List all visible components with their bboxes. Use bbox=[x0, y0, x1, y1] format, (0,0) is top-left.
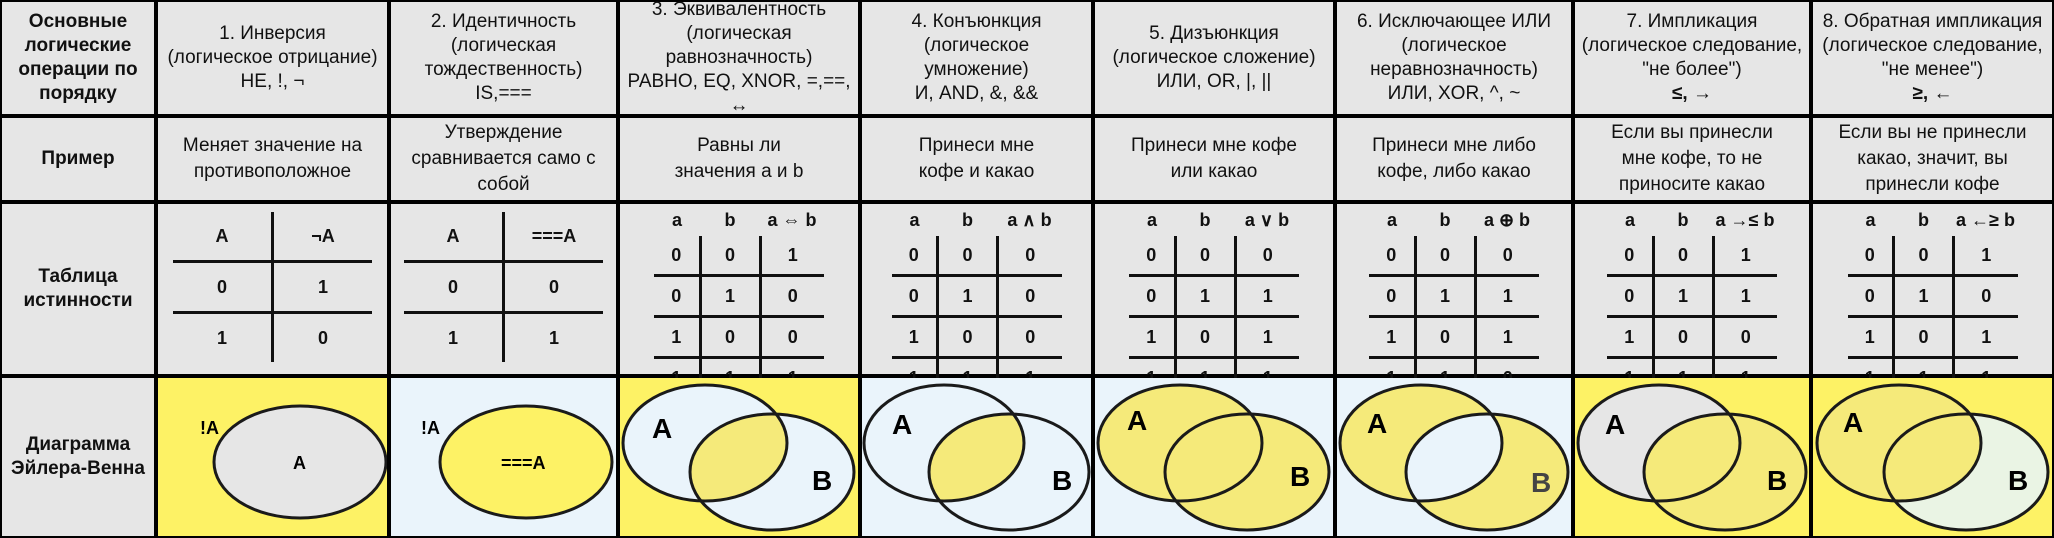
venn-svg bbox=[1095, 378, 1333, 536]
example-line: или какао bbox=[1170, 161, 1258, 182]
truth-table-3 bbox=[620, 204, 858, 374]
table-head: a ←≥ b bbox=[1956, 209, 2015, 230]
table-cell: 0 bbox=[700, 236, 760, 276]
truth-table-2 bbox=[391, 204, 616, 374]
table-head: a ⇔ b bbox=[767, 209, 817, 230]
op-subtitle: (логическое следование, bbox=[1581, 35, 1803, 56]
table-cell: 1 bbox=[548, 327, 559, 348]
example-line: приносите какао bbox=[1618, 174, 1766, 195]
table-cell: 0 bbox=[1415, 236, 1475, 276]
venn-xor bbox=[1337, 378, 1571, 536]
truth-table-6 bbox=[1337, 204, 1571, 374]
table-head: ===A bbox=[504, 212, 604, 262]
truth-table-7 bbox=[1575, 204, 1809, 374]
example-line: Принеси мне кофе bbox=[1131, 135, 1297, 156]
table-cell: 0 bbox=[1369, 276, 1415, 317]
table-head: a ⊕ b bbox=[1483, 209, 1531, 230]
op-subtitle: (логическое сложение) bbox=[1112, 47, 1316, 68]
op-header-1 bbox=[158, 2, 387, 114]
table-cell: 0 bbox=[998, 276, 1062, 317]
example-3 bbox=[620, 118, 858, 200]
set-a-label: A bbox=[1843, 407, 1864, 438]
op-symbols: РАВНО, EQ, XNOR, =,==, ↔ bbox=[627, 71, 851, 116]
example-line: значения а и b bbox=[674, 161, 804, 182]
row-header-truth bbox=[2, 204, 154, 374]
row-header-ops bbox=[2, 2, 154, 114]
table-cell: 1 bbox=[1369, 317, 1415, 358]
venn-equivalence bbox=[620, 378, 858, 536]
table-cell: 1 bbox=[1235, 317, 1299, 358]
complement-label: !A bbox=[421, 418, 440, 438]
op-subtitle: (логическое следование, bbox=[1822, 35, 2043, 56]
truth-table-grid bbox=[892, 204, 1062, 397]
op-title: 8. Обратная импликация bbox=[1822, 11, 2043, 32]
table-head: b bbox=[1439, 209, 1451, 230]
table-cell: 0 bbox=[1653, 317, 1713, 358]
table-cell: 1 bbox=[1415, 276, 1475, 317]
op-subtitle: (логическое bbox=[1401, 35, 1507, 56]
table-cell: 0 bbox=[1175, 236, 1235, 276]
example-line: какао, значит, вы bbox=[1857, 148, 2008, 169]
table-cell: 1 bbox=[173, 313, 273, 363]
op-subtitle-2: тождественность) bbox=[424, 59, 583, 80]
op-symbols: ≥, ← bbox=[1912, 83, 1953, 104]
table-cell: 0 bbox=[173, 262, 273, 313]
table-head: b bbox=[1918, 209, 1929, 230]
table-cell: 1 bbox=[1954, 317, 2018, 358]
table-cell: 0 bbox=[404, 262, 504, 313]
venn-svg bbox=[862, 378, 1091, 536]
truth-table-grid bbox=[173, 212, 372, 362]
truth-table-5 bbox=[1095, 204, 1333, 374]
table-cell: 0 bbox=[1894, 317, 1954, 358]
op-header-4 bbox=[862, 2, 1091, 114]
table-cell: 1 bbox=[1235, 276, 1299, 317]
op-subtitle: (логическая bbox=[450, 35, 557, 56]
set-a-label: A bbox=[892, 409, 913, 440]
venn-reverse-implication bbox=[1813, 378, 2052, 536]
example-7 bbox=[1575, 118, 1809, 200]
table-head: a ∨ b bbox=[1244, 209, 1290, 230]
truth-table-grid bbox=[1848, 204, 2018, 397]
op-subtitle-2: "не менее") bbox=[1881, 59, 1984, 80]
op-header-3 bbox=[620, 2, 858, 114]
table-cell: 1 bbox=[273, 262, 373, 313]
table-head: a bbox=[1865, 209, 1876, 230]
row-header-diagram-text: Диаграмма Эйлера-Венна bbox=[11, 434, 145, 479]
table-cell: 1 bbox=[1129, 317, 1175, 358]
table-cell: 0 bbox=[504, 262, 604, 313]
table-cell: 0 bbox=[1848, 276, 1894, 317]
op-header-7 bbox=[1575, 2, 1809, 114]
table-cell: 1 bbox=[404, 313, 504, 363]
table-cell: 0 bbox=[1607, 276, 1653, 317]
table-cell: 0 bbox=[892, 276, 938, 317]
op-title: 1. Инверсия bbox=[219, 23, 326, 44]
table-cell: 0 bbox=[654, 276, 700, 317]
table-cell: 0 bbox=[1475, 236, 1539, 276]
op-subtitle: (логическое отрицание) bbox=[167, 47, 378, 68]
table-cell: 0 bbox=[1848, 236, 1894, 276]
table-cell: 1 bbox=[1175, 276, 1235, 317]
table-cell: 0 bbox=[1129, 276, 1175, 317]
venn-svg bbox=[391, 378, 616, 536]
row-header-example bbox=[2, 118, 154, 200]
op-symbols: ИЛИ, XOR, ^, ~ bbox=[1387, 83, 1521, 104]
op-subtitle-2: "не более") bbox=[1642, 59, 1742, 80]
op-title: 5. Дизъюнкция bbox=[1149, 23, 1279, 44]
example-line: Если вы принесли bbox=[1611, 122, 1773, 143]
table-cell: 0 bbox=[760, 276, 824, 317]
example-2 bbox=[391, 118, 616, 200]
table-cell: 0 bbox=[700, 317, 760, 358]
complement-label: !A bbox=[200, 418, 219, 438]
table-head: b bbox=[1199, 209, 1211, 230]
table-cell: 0 bbox=[938, 317, 998, 358]
op-subtitle-2: равнозначность) bbox=[665, 47, 813, 68]
truth-table-8 bbox=[1813, 204, 2052, 374]
venn-inversion bbox=[158, 378, 387, 536]
op-subtitle: (логическое bbox=[923, 35, 1030, 56]
set-b-label: B bbox=[1767, 465, 1788, 496]
example-line: Принеси мне либо bbox=[1372, 135, 1536, 156]
table-cell: 0 bbox=[1653, 236, 1713, 276]
set-b-label: B bbox=[1052, 465, 1073, 496]
example-line: мне кофе, то не bbox=[1621, 148, 1763, 169]
table-cell: 1 bbox=[1713, 236, 1777, 276]
table-head: A bbox=[404, 212, 504, 262]
truth-table-grid bbox=[1607, 204, 1777, 397]
op-title: 4. Конъюнкция bbox=[911, 11, 1042, 32]
table-cell: 1 bbox=[892, 317, 938, 358]
venn-svg bbox=[1813, 378, 2052, 536]
venn-svg bbox=[158, 378, 387, 536]
table-cell: 0 bbox=[1129, 236, 1175, 276]
op-symbols: IS,=== bbox=[475, 83, 532, 104]
example-1 bbox=[158, 118, 387, 200]
table-cell: 1 bbox=[1653, 276, 1713, 317]
table-cell: 1 bbox=[1607, 317, 1653, 358]
example-line: Меняет значение на bbox=[182, 135, 363, 156]
set-a-label: A bbox=[293, 453, 306, 473]
row-header-diagram bbox=[2, 378, 154, 536]
example-5 bbox=[1095, 118, 1333, 200]
table-head: b bbox=[962, 209, 973, 230]
truth-table-grid bbox=[404, 212, 603, 362]
example-line: кофе и какао bbox=[918, 161, 1035, 182]
table-head: a bbox=[1624, 209, 1635, 230]
truth-table-4 bbox=[862, 204, 1091, 374]
truth-table-1 bbox=[158, 204, 387, 374]
op-header-8 bbox=[1813, 2, 2052, 114]
venn-disjunction bbox=[1095, 378, 1333, 536]
example-line: Утверждение bbox=[444, 122, 563, 143]
example-line: собой bbox=[477, 174, 530, 195]
op-title: 7. Импликация bbox=[1626, 11, 1758, 32]
example-line: кофе, либо какао bbox=[1377, 161, 1531, 182]
table-cell: 0 bbox=[1713, 317, 1777, 358]
venn-svg bbox=[1337, 378, 1571, 536]
table-cell: 0 bbox=[1235, 236, 1299, 276]
set-a-label: A bbox=[652, 413, 673, 444]
table-head: a bbox=[1386, 209, 1397, 230]
op-symbols: ИЛИ, OR, |, || bbox=[1156, 71, 1272, 92]
table-cell: 0 bbox=[1175, 317, 1235, 358]
example-6 bbox=[1337, 118, 1571, 200]
row-header-ops-text: Основные логические операции по порядку bbox=[18, 11, 138, 104]
table-cell: 1 bbox=[938, 276, 998, 317]
table-cell: 0 bbox=[1894, 236, 1954, 276]
op-subtitle: (логическая bbox=[686, 23, 792, 44]
table-head: a bbox=[1146, 209, 1157, 230]
op-header-5 bbox=[1095, 2, 1333, 114]
op-subtitle-2: неравнозначность) bbox=[1370, 59, 1538, 80]
table-head: a bbox=[671, 209, 682, 230]
example-line: противоположное bbox=[193, 161, 352, 182]
set-b-label: B bbox=[1531, 467, 1552, 498]
table-cell: 0 bbox=[938, 236, 998, 276]
example-line: принесли кофе bbox=[1865, 174, 2000, 195]
table-cell: 0 bbox=[998, 236, 1062, 276]
row-header-truth-text: Таблица истинности bbox=[23, 266, 133, 311]
venn-identity bbox=[391, 378, 616, 536]
example-4 bbox=[862, 118, 1091, 200]
set-b-label: B bbox=[812, 465, 833, 496]
set-a-label: ===A bbox=[501, 453, 546, 473]
venn-svg bbox=[1575, 378, 1809, 536]
truth-table-grid bbox=[1369, 204, 1539, 397]
venn-svg bbox=[620, 378, 858, 536]
set-a-label: A bbox=[1367, 408, 1388, 439]
op-title: 2. Идентичность bbox=[430, 11, 577, 32]
table-cell: 0 bbox=[654, 236, 700, 276]
set-b-label: B bbox=[1290, 461, 1311, 492]
example-line: Если вы не принесли bbox=[1838, 122, 2027, 143]
table-cell: 1 bbox=[760, 236, 824, 276]
table-head: a ∧ b bbox=[1007, 209, 1052, 230]
table-head: b bbox=[1677, 209, 1689, 230]
example-line: сравнивается само с bbox=[411, 148, 596, 169]
example-8 bbox=[1813, 118, 2052, 200]
op-symbols: НЕ, !, ¬ bbox=[240, 71, 305, 92]
op-header-2 bbox=[391, 2, 616, 114]
op-title: 6. Исключающее ИЛИ bbox=[1356, 11, 1552, 32]
op-title: 3. Эквивалентность bbox=[651, 0, 827, 20]
set-b-label: B bbox=[2008, 465, 2029, 496]
op-symbols: ≤, → bbox=[1672, 83, 1712, 104]
table-cell: 1 bbox=[1848, 317, 1894, 358]
example-line: Принеси мне bbox=[918, 135, 1035, 156]
set-a-label: A bbox=[1127, 405, 1148, 436]
table-cell: 1 bbox=[1475, 276, 1539, 317]
table-cell: 1 bbox=[654, 317, 700, 358]
table-cell: 0 bbox=[892, 236, 938, 276]
table-cell: 0 bbox=[760, 317, 824, 358]
table-cell: 0 bbox=[317, 327, 328, 348]
table-cell: 1 bbox=[1954, 236, 2018, 276]
op-subtitle-2: умножение) bbox=[924, 59, 1029, 80]
table-cell: 1 bbox=[1713, 276, 1777, 317]
table-cell: 1 bbox=[700, 276, 760, 317]
table-head: a →≤ b bbox=[1715, 209, 1775, 230]
venn-conjunction bbox=[862, 378, 1091, 536]
table-head: b bbox=[724, 209, 736, 230]
table-cell: 0 bbox=[1369, 236, 1415, 276]
table-cell: 0 bbox=[1954, 276, 2018, 317]
table-cell: 1 bbox=[1475, 317, 1539, 358]
venn-implication bbox=[1575, 378, 1809, 536]
example-line: Равны ли bbox=[697, 135, 781, 156]
table-cell: 0 bbox=[998, 317, 1062, 358]
table-head: A bbox=[173, 212, 273, 262]
table-head: a bbox=[909, 209, 920, 230]
table-cell: 1 bbox=[1894, 276, 1954, 317]
row-header-example-text: Пример bbox=[41, 148, 115, 169]
table-cell: 0 bbox=[1415, 317, 1475, 358]
table-head: ¬A bbox=[273, 212, 373, 262]
op-symbols: И, AND, &, && bbox=[914, 83, 1039, 104]
set-a-label: A bbox=[1605, 409, 1626, 440]
table-cell: 0 bbox=[1607, 236, 1653, 276]
op-header-6 bbox=[1337, 2, 1571, 114]
truth-table-grid bbox=[654, 204, 824, 397]
truth-table-grid bbox=[1129, 204, 1299, 397]
